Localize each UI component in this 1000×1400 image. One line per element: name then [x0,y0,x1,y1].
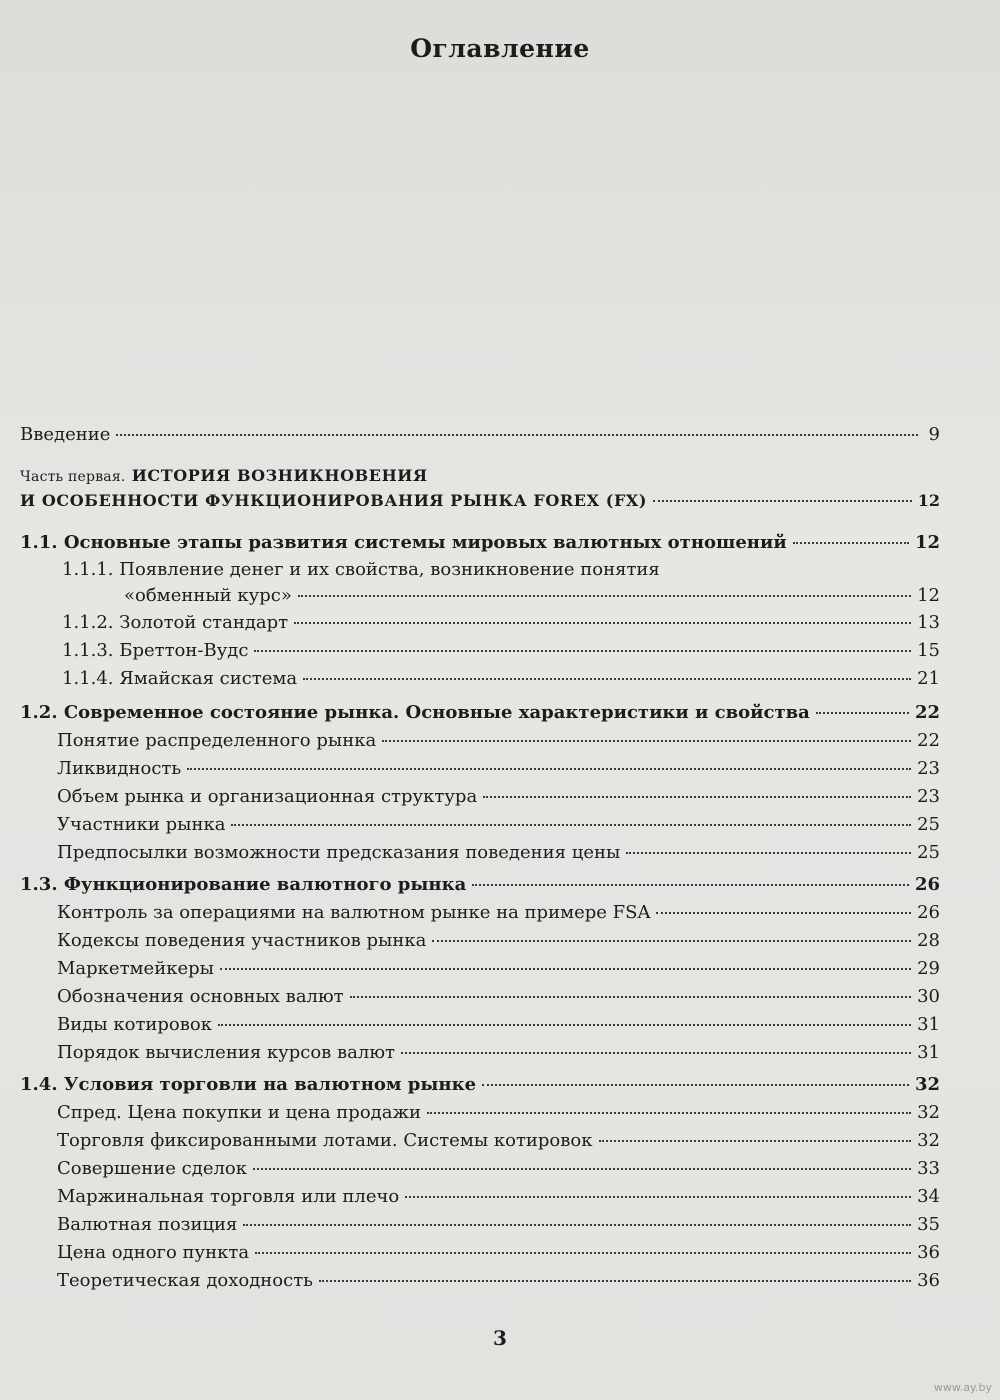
leader-dots [255,1251,911,1254]
toc-item [57,758,940,784]
toc-item [57,730,940,756]
toc-entry-text: 1.1.3. Бреттон-Вудс [62,640,249,661]
toc-item [57,1186,940,1212]
leader-dots [294,621,911,624]
toc-entry-text: 1.4. Условия торговли на валютном рынке [20,1074,477,1095]
toc-page-number: 22 [917,730,940,751]
toc-subsection-1-1-2 [62,612,940,638]
toc-entry-text: Контроль за операциями на валютном рынке на примере FSA [57,902,651,923]
toc-section-1-4 [20,1074,940,1100]
toc-page-number: 12 [914,532,940,553]
toc-page-number: 23 [917,758,940,779]
leader-dots [427,1111,911,1114]
toc-page-number: 31 [917,1042,940,1063]
toc-section-1-2 [20,702,940,728]
toc-page-number: 32 [914,1074,940,1095]
toc-entry-text: Объем рынка и организационная структура [57,786,478,807]
leader-dots [253,1167,911,1170]
toc-page-number: 36 [917,1270,940,1291]
toc-item [57,814,940,840]
toc-item [57,1130,940,1156]
toc-entry-text: 1.1.2. Золотой стандарт [62,612,289,633]
toc-page-number: 34 [917,1186,940,1207]
leader-dots [599,1139,912,1142]
leader-dots [482,1083,909,1086]
toc-item [57,1042,940,1068]
toc-page-number: 23 [917,786,940,807]
toc-entry-text: Торговля фиксированными лотами. Системы котировок [57,1130,593,1151]
toc-entry-intro [20,424,940,450]
part-title-line2: И ОСОБЕННОСТИ ФУНКЦИОНИРОВАНИЯ РЫНКА FOREX (FX) [20,491,648,510]
toc-entry-text: Спред. Цена покупки и цена продажи [57,1102,422,1123]
toc-entry-text: Порядок вычисления курсов валют [57,1042,395,1063]
toc-entry-text: Маржинальная торговля или плечо [57,1186,400,1207]
part-label: Часть первая. [20,469,126,485]
toc-entry-text: Валютная позиция [57,1214,238,1235]
toc-item [57,1270,940,1296]
part-title-line1: ИСТОРИЯ ВОЗНИКНОВЕНИЯ [131,466,428,485]
toc-page-number: 29 [917,958,940,979]
leader-dots [382,739,911,742]
leader-dots [472,883,909,886]
toc-entry-text: Понятие распределенного рынка [57,730,377,751]
toc-item [57,930,940,956]
leader-dots [432,939,911,942]
toc-page-number: 15 [917,640,940,661]
toc-entry-text: Введение [20,424,111,445]
leader-dots [653,499,912,502]
leader-dots [243,1223,911,1226]
toc-entry-text: Маркетмейкеры [57,958,214,979]
toc-page-number: 33 [917,1158,940,1179]
leader-dots [220,967,911,970]
toc-page-number: 35 [917,1214,940,1235]
toc-page-number: 31 [917,1014,940,1035]
toc-page-number: 22 [914,702,940,723]
toc-page-number: 21 [917,668,940,689]
leader-dots [656,911,911,914]
toc-entry-text: Цена одного пункта [57,1242,250,1263]
toc-item [57,1102,940,1128]
toc-item [57,1242,940,1268]
leader-dots [303,677,911,680]
toc-page-number: 32 [917,1102,940,1123]
toc-page-number: 30 [917,986,940,1007]
leader-dots [350,995,911,998]
leader-dots [218,1023,911,1026]
toc-entry-text: 1.1. Основные этапы развития системы мировых валютных отношений [20,532,787,553]
toc-item [57,1158,940,1184]
leader-dots [816,711,909,714]
leader-dots [254,649,911,652]
toc-section-1-1 [20,532,940,558]
toc-subsection-1-1-3 [62,640,940,666]
toc-subsection-1-1-4 [62,668,940,694]
toc-item [57,902,940,928]
toc-entry-text: 1.2. Современное состояние рынка. Основные характеристики и свойства [20,702,810,723]
toc-page-number: 25 [917,842,940,863]
toc-page-number: 13 [917,612,940,633]
toc-entry-text: Обозначения основных валют [57,986,344,1007]
toc-entry-text: Виды котировок [57,1014,212,1035]
toc-entry-part [20,491,940,517]
watermark: www.ay.by [933,1381,992,1394]
leader-dots [793,541,909,544]
page-title: Оглавление [410,34,590,63]
leader-dots [187,767,911,770]
toc-item [57,986,940,1012]
toc-entry-text: Теоретическая доходность [57,1270,313,1291]
leader-dots [231,823,911,826]
leader-dots [401,1051,911,1054]
leader-dots [116,433,918,436]
toc-entry-text: 1.1.4. Ямайская система [62,668,298,689]
toc-page-number: 9 [928,424,940,445]
leader-dots [319,1279,911,1282]
toc-page-number: 26 [917,902,940,923]
toc-entry-text: Кодексы поведения участников рынка [57,930,427,951]
toc-entry-text: Совершение сделок [57,1158,248,1179]
leader-dots [405,1195,911,1198]
toc-page-number: 12 [917,491,940,510]
part-heading-line1 [20,466,428,485]
toc-item [57,1214,940,1240]
toc-item [57,958,940,984]
toc-subsection-1-1-1-line1: 1.1.1. Появление денег и их свойства, возникновение понятия [62,559,660,580]
page-number: 3 [493,1326,507,1350]
toc-page-number: 32 [917,1130,940,1151]
toc-item [57,842,940,868]
toc-item [57,786,940,812]
toc-item [57,1014,940,1040]
toc-page-number: 25 [917,814,940,835]
toc-entry-text: Предпосылки возможности предсказания поведения цены [57,842,621,863]
leader-dots [483,795,911,798]
toc-page-number: 12 [917,585,940,606]
leader-dots [298,594,911,597]
toc-entry-text: Ликвидность [57,758,182,779]
toc-subsection-1-1-1 [124,585,940,611]
toc-section-1-3 [20,874,940,900]
leader-dots [626,851,911,854]
toc-entry-text: 1.3. Функционирование валютного рынка [20,874,467,895]
toc-page-number: 28 [917,930,940,951]
toc-entry-text: Участники рынка [57,814,226,835]
toc-entry-text: «обменный курс» [124,585,292,606]
toc-page-number: 26 [914,874,940,895]
toc-page-number: 36 [917,1242,940,1263]
